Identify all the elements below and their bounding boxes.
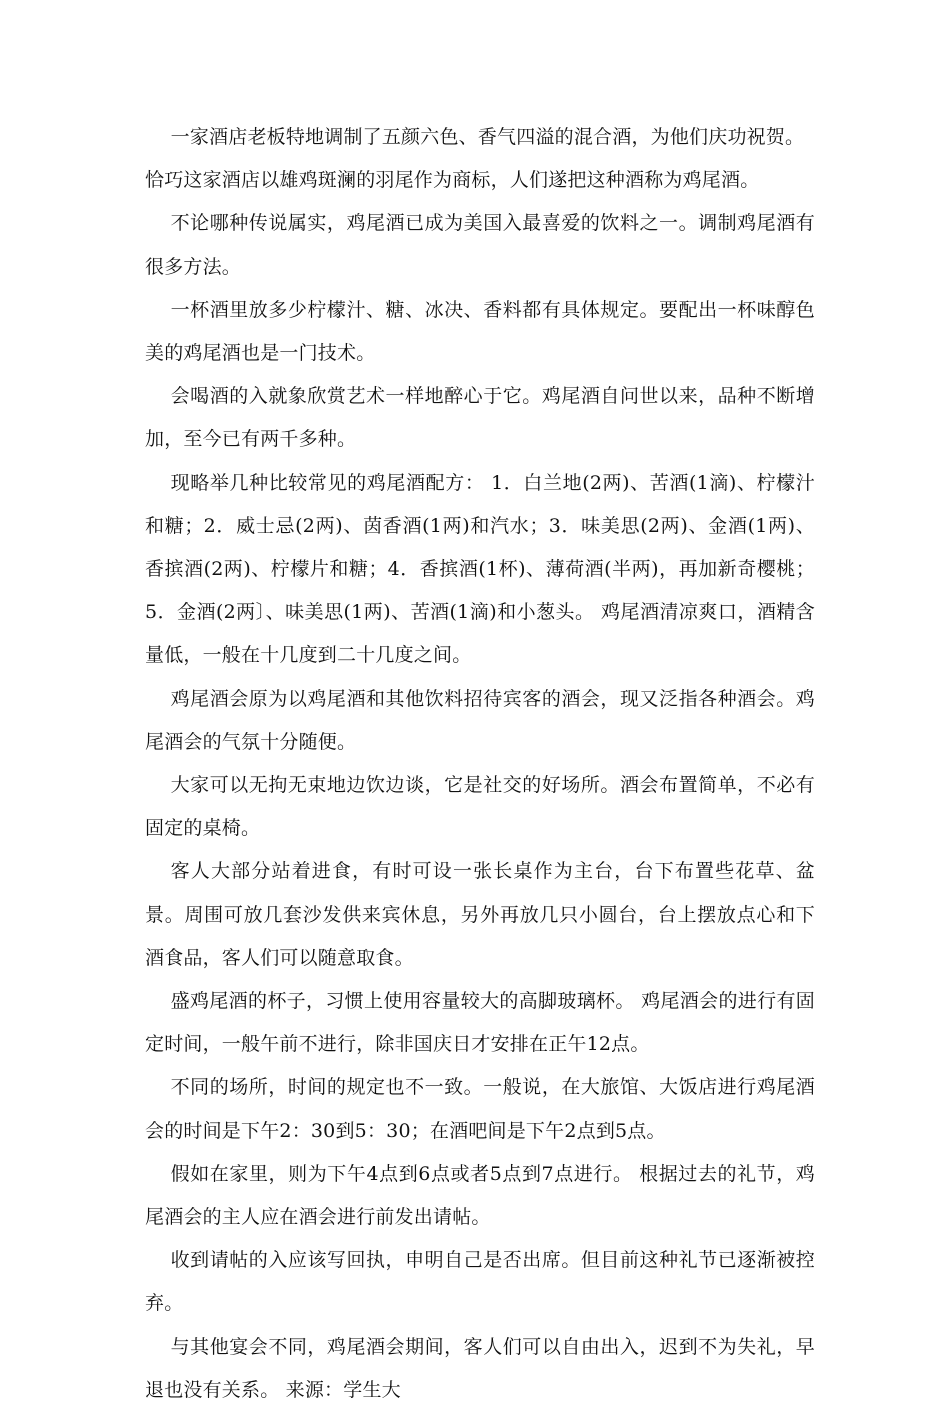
paragraph-3: 不论哪种传说属实，鸡尾酒已成为美国入最喜爱的饮料之一。调制鸡尾酒有很多方法。 [145,212,815,278]
paragraph-2: 恰巧这家酒店以雄鸡斑澜的羽尾作为商标，人们遂把这种酒称为鸡尾酒。 [145,169,760,192]
paragraph-1: 一家酒店老板特地调制了五颜六色、香气四溢的混合酒，为他们庆功祝贺。 [170,126,805,148]
paragraph-10: 盛鸡尾酒的杯子，习惯上使用容量较大的高脚玻璃杯。 鸡尾酒会的进行有固定时间，一般午前不进行，除非国庆日才安排在正午12点。 [145,990,815,1056]
paragraph-9: 客人大部分站着进食，有时可设一张长桌作为主台，台下布置些花草、盆景。周围可放几套沙发供来宾休息，另外再放几只小圆台，台上摆放点心和下酒食品，客人们可以随意取食。 [145,860,815,969]
paragraph-8: 大家可以无拘无束地边饮边谈，它是社交的好场所。酒会布置简单，不必有固定的桌椅。 [145,774,815,840]
paragraph-12: 假如在家里，则为下午4点到6点或者5点到7点进行。 根据过去的礼节，鸡尾酒会的主人应在酒会进行前发出请帖。 [145,1162,815,1229]
paragraph-5: 会喝酒的入就象欣赏艺术一样地醉心于它。鸡尾酒自问世以来，品种不断增加，至今已有两千多种。 [145,385,815,451]
paragraph-4: 一杯酒里放多少柠檬汁、糖、冰决、香料都有具体规定。要配出一杯味醇色美的鸡尾酒也是一门技术。 [145,298,815,365]
paragraph-7: 鸡尾酒会原为以鸡尾酒和其他饮料招待宾客的酒会，现又泛指各种酒会。鸡尾酒会的气氛十分随便。 [145,687,815,753]
paragraph-11: 不同的场所，时间的规定也不一致。一般说，在大旅馆、大饭店进行鸡尾酒会的时间是下午2：30到5：30；在酒吧间是下午2点到5点。 [145,1076,815,1142]
paragraph-13: 收到请帖的入应该写回执，申明自己是否出席。但目前这种礼节已逐渐被控弃。 [145,1249,815,1315]
paragraph-6: 现略举几种比较常见的鸡尾酒配方： 1．白兰地(2两)、苦酒(1滴)、柠檬汁和糖；2．威士忌(2两)、茵香酒(1两)和汽水；3．味美思(2两)、金酒(1两)、香摈酒(2两)、柠檬片和糖；4．香摈酒(1杯)、薄荷酒(半两)，再加新奇樱桃；5．金酒(2两〕、味美思(1两)、苦酒(1滴)和小葱头。 鸡尾酒清凉爽口，酒精含量低，一般在十几度到二十几度之间。 [145,471,815,667]
document-body [145,116,815,1412]
paragraph-14: 与其他宴会不同，鸡尾酒会期间，客人们可以自由出入，迟到不为失礼，早退也没有关系。 来源：学生大 [145,1335,815,1401]
